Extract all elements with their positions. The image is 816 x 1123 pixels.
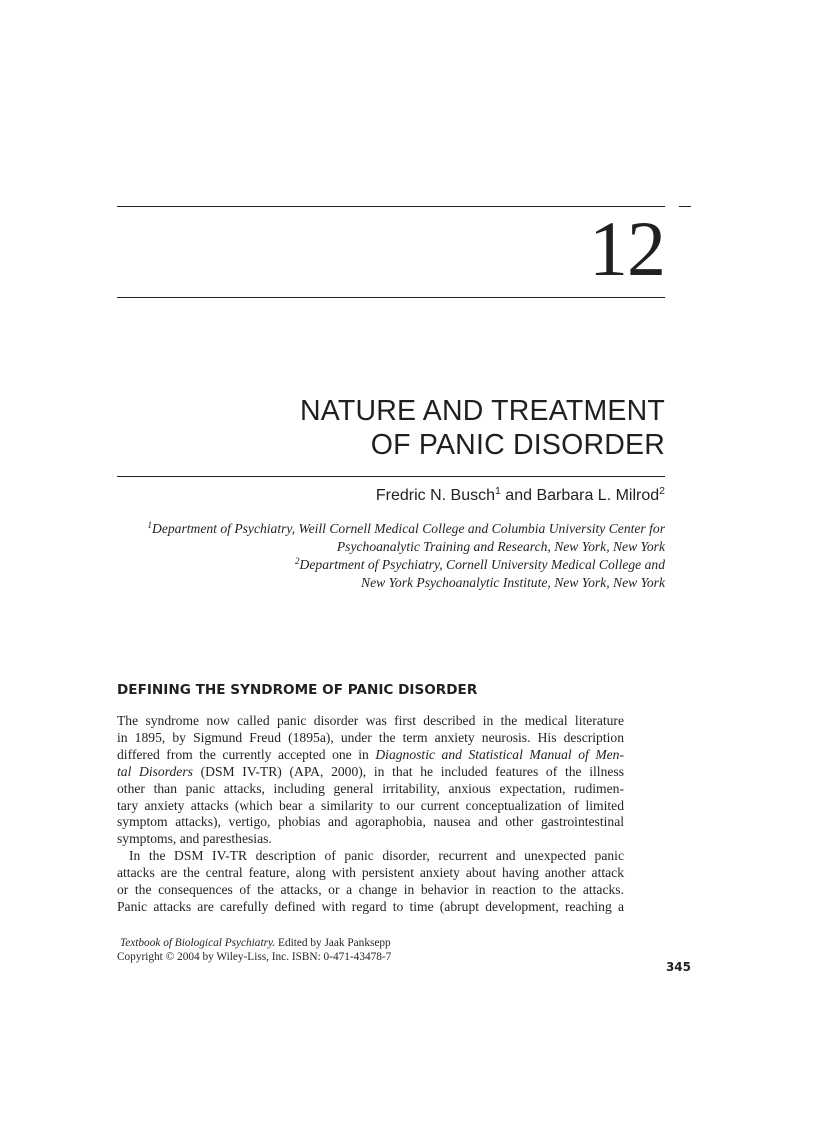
paragraph-2-line: In the DSM IV-TR description of panic disorder, recurrent and unexpected panic xyxy=(129,848,624,863)
author-1-sup: 1 xyxy=(495,485,501,497)
chapter-title-line-1: NATURE AND TREATMENT xyxy=(299,395,665,427)
paragraph-1-line: symptoms, and paresthesias. xyxy=(117,831,272,847)
chapter-number: 12 xyxy=(589,205,665,292)
paragraph-2-line: or the consequences of the attacks, or a change in behavior in reaction to the attacks. xyxy=(117,881,624,897)
paragraph-1-line: in 1895, by Sigmund Freud (1895a), under the term anxiety neurosis. His description xyxy=(117,729,624,745)
paragraph-1-line: other than panic attacks, including general irritability, anxious expectation, rudimen- xyxy=(117,780,624,796)
paragraph-1 xyxy=(117,713,624,848)
chapter-top-rule xyxy=(117,206,665,207)
manual-title-italic: Diagnostic and Statistical Manual of Men- xyxy=(375,746,624,762)
footer-copyright: Copyright © 2004 by Wiley-Liss, Inc. ISBN: 0-471-43478-7 xyxy=(117,951,392,963)
paragraph-1-text: (DSM IV-TR) (APA, 2000), in that he included features of the illness xyxy=(192,763,624,779)
section-heading: DEFINING THE SYNDROME OF PANIC DISORDER xyxy=(117,682,478,698)
paragraph-1-line: symptom attacks), vertigo, phobias and agoraphobia, nausea and other gastrointestinal xyxy=(117,814,624,830)
affiliation-2-text: Department of Psychiatry, Cornell University Medical College and xyxy=(299,557,665,572)
paragraph-1-text: differed from the currently accepted one in xyxy=(117,746,376,762)
author-2-sup: 2 xyxy=(659,485,665,497)
page-number: 345 xyxy=(665,960,691,974)
chapter-top-rule-tick xyxy=(679,206,691,207)
manual-title-italic: tal Disorders xyxy=(117,763,193,779)
affiliation-2-line-1 xyxy=(295,556,665,573)
chapter-title-line-2: OF PANIC DISORDER xyxy=(370,429,665,461)
affiliation-1-sup: 1 xyxy=(147,520,153,530)
title-rule xyxy=(117,476,665,477)
paragraph-2-line: attacks are the central feature, along with persistent anxiety about having another attack xyxy=(117,864,624,880)
affiliation-1-line-1 xyxy=(148,520,665,537)
affiliation-1-text: Department of Psychiatry, Weill Cornell Medical College and Columbia University Center for xyxy=(152,521,665,536)
paragraph-2-line: Panic attacks are carefully defined with regard to time (abrupt development, reaching a xyxy=(117,898,624,914)
author-2: Barbara L. Milrod xyxy=(536,487,660,504)
paragraph-1-line: tary anxiety attacks (which bear a similarity to our current conceptualization of limited xyxy=(117,797,624,813)
chapter-bottom-rule xyxy=(117,297,665,298)
paragraph-1-line xyxy=(117,764,624,781)
author-conjunction: and xyxy=(500,487,537,504)
affiliation-1-line-2: Psychoanalytic Training and Research, New York, New York xyxy=(336,539,665,554)
author-line xyxy=(376,487,665,505)
paragraph-1-line: The syndrome now called panic disorder was first described in the medical literature xyxy=(117,713,624,728)
affiliation-2-line-2: New York Psychoanalytic Institute, New York, New York xyxy=(361,575,665,590)
paragraph-2 xyxy=(117,848,624,916)
footer-book-title: Textbook of Biological Psychiatry. xyxy=(120,937,276,949)
footer-edition-line xyxy=(117,936,391,950)
footer-editor: Edited by Jaak Panksepp xyxy=(275,937,391,949)
author-1: Fredric N. Busch xyxy=(375,487,495,504)
paragraph-1-line xyxy=(117,747,624,764)
book-footer xyxy=(117,936,391,964)
affiliation-2-sup: 2 xyxy=(295,556,300,566)
